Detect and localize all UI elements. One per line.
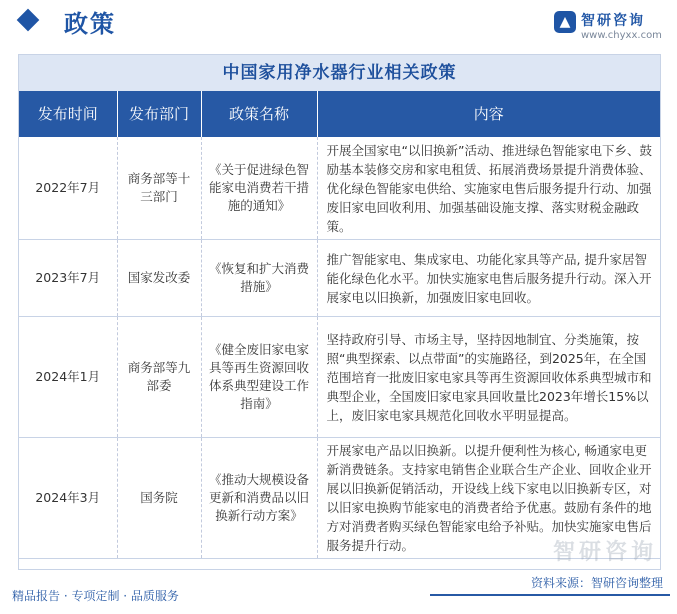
cell-content: 推广智能家电、集成家电、功能化家具等产品, 提升家居智能化绿色化水平。加快实施家电售后服务提升行动。深入开展家电以旧换新，加强废旧家电回收。 [317, 240, 660, 317]
column-header-content: 内容 [317, 91, 660, 137]
section-title: 政策 [64, 9, 116, 38]
brand-logo [554, 9, 674, 43]
cell-content: 开展全国家电“以旧换新”活动、推进绿色智能家电下乡、鼓励基本装修交房和家电租赁、拓展消费场景提升消费体验、优化绿色智能家电供给、实施家电售后服务提升行动、加强废旧家电回收利用、加强基础设施支撑、落实财税金融政策。 [317, 137, 660, 240]
watermark: 智研咨询 [552, 540, 657, 565]
table-header-row [19, 91, 660, 137]
cell-dept: 国家发改委 [117, 240, 201, 317]
logo-url: www.chyxx.com [581, 30, 662, 41]
chart-logo-icon: ▲ [554, 11, 576, 33]
cell-dept: 商务部等十三部门 [117, 137, 201, 240]
column-header-date: 发布时间 [19, 91, 117, 137]
column-header-policy: 政策名称 [201, 91, 317, 137]
page-footer [0, 574, 677, 614]
table-row [19, 438, 660, 559]
policy-table [18, 54, 661, 570]
cell-policy: 《健全废旧家电家具等再生资源回收体系典型建设工作指南》 [201, 317, 317, 438]
footer-divider [430, 594, 670, 596]
footer-slogan: 精品报告 · 专项定制 · 品质服务 [12, 589, 179, 603]
cell-date: 2023年7月 [19, 240, 117, 317]
policy-table-grid [19, 91, 660, 559]
table-row [19, 137, 660, 240]
column-header-dept: 发布部门 [117, 91, 201, 137]
cell-dept: 国务院 [117, 438, 201, 559]
table-row [19, 317, 660, 438]
cell-date: 2024年1月 [19, 317, 117, 438]
cell-policy: 《恢复和扩大消费措施》 [201, 240, 317, 317]
cell-date: 2024年3月 [19, 438, 117, 559]
footer-source: 资料来源：智研咨询整理 [530, 576, 663, 590]
cell-date: 2022年7月 [19, 137, 117, 240]
table-row [19, 240, 660, 317]
cell-content: 开展家电产品以旧换新。以提升便利性为核心, 畅通家电更新消费链条。支持家电销售企业联合生产企业、回收企业开展以旧换新促销活动，开设线上线下家电以旧换新专区，对以旧家电换购节能家电的消费者给予优惠。鼓励有条件的地方对消费者购买绿色智能家电给予补贴。加快实施家电售后服务提升行动。 [317, 438, 660, 559]
table-title: 中国家用净水器行业相关政策 [19, 55, 660, 91]
logo-name: 智研咨询 [581, 13, 645, 29]
cell-dept: 商务部等九部委 [117, 317, 201, 438]
cell-policy: 《推动大规模设备更新和消费品以旧换新行动方案》 [201, 438, 317, 559]
section-header [0, 0, 677, 48]
diamond-bullet-icon [17, 9, 40, 32]
cell-policy: 《关于促进绿色智能家电消费若干措施的通知》 [201, 137, 317, 240]
cell-content: 坚持政府引导、市场主导，坚持因地制宜、分类施策，按照“典型探索、以点带面”的实施路径，到2025年，在全国范围培育一批废旧家电家具等再生资源回收体系典型城市和典型企业，全国废旧家电家具回收量比2023年增长15%以上，废旧家电家具规范化回收水平明显提高。 [317, 317, 660, 438]
